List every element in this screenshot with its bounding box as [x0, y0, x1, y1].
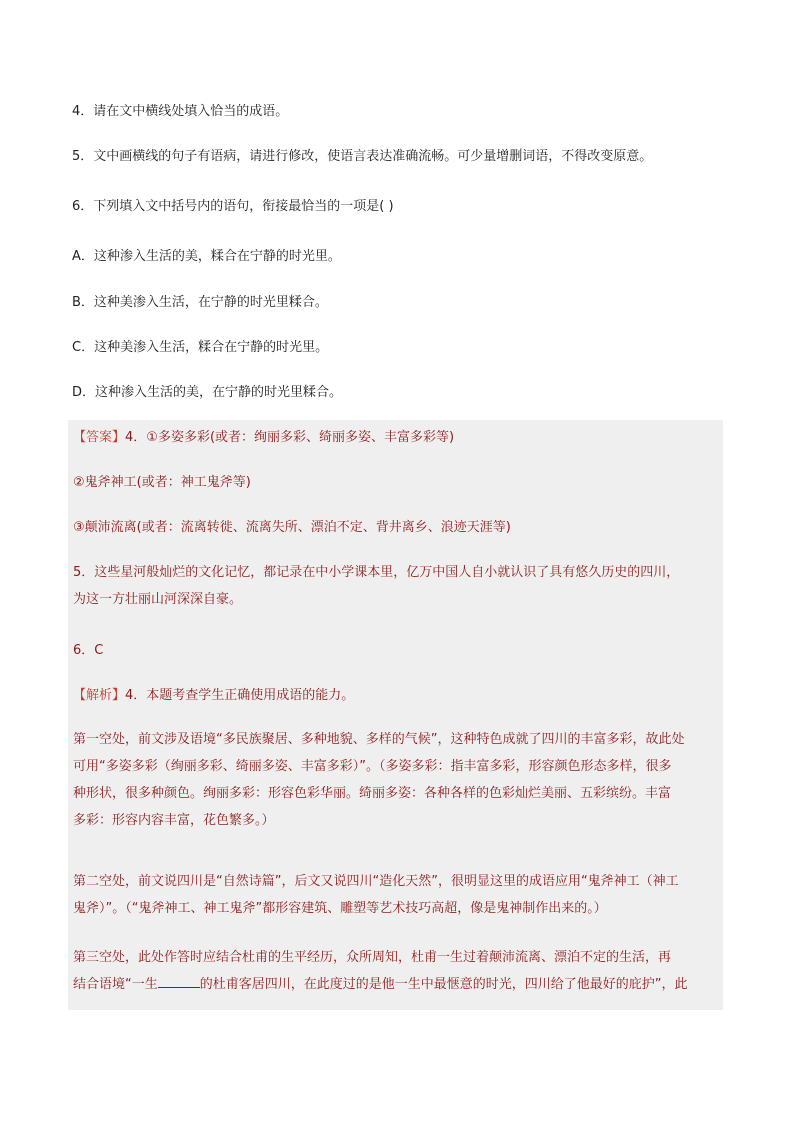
answer-5-line-1: 5．这些星河般灿烂的文化记忆，都记录在中小学课本里，亿万中国人自小就认识了具有悠久历史的四川， [73, 565, 680, 580]
option-d: D．这种渗入生活的美，在宁静的时光里糅合。 [72, 385, 343, 400]
option-c: C．这种美渗入生活，糅合在宁静的时光里。 [72, 340, 329, 355]
analysis-p3-line-1: 第三空处，此处作答时应结合杜甫的生平经历，众所周知，杜甫一生过着颠沛流离、漂泊不定的生活，再 [73, 950, 672, 965]
question-6: 6．下列填入文中括号内的语句，衔接最恰当的一项是( ) [72, 199, 394, 214]
analysis-p1-line: 可用“多姿多彩（绚丽多彩、绮丽多姿、丰富多彩）”。（多姿多彩：指丰富多彩，形容颜色形态多样，很多 [73, 759, 672, 774]
answer-line-3: ③颠沛流离(或者：流离转徙、流离失所、漂泊不定、背井离乡、浪迹天涯等) [73, 520, 511, 535]
analysis-intro-text: 4．本题考查学生正确使用成语的能力。 [125, 688, 355, 703]
analysis-tag: 【解析】 [73, 688, 126, 703]
analysis-paragraph-2 [73, 868, 723, 922]
option-a: A．这种渗入生活的美，糅合在宁静的时光里。 [72, 249, 341, 264]
analysis-p1-line: 多彩：形容内容丰富，花色繁多。） [73, 813, 275, 828]
analysis-paragraph-3 [73, 944, 723, 998]
analysis-p1-line: 种形状，很多种颜色。绚丽多彩：形容色彩华丽。绮丽多姿：各种各样的色彩灿烂美丽、五彩缤纷。丰富 [73, 786, 672, 801]
answer-6: 6．C [73, 643, 104, 658]
analysis-p3-line-2 [73, 971, 723, 998]
analysis-p2-line: 第二空处，前文说四川是“自然诗篇”，后文又说四川“造化天然”，很明显这里的成语应用“鬼斧神工（神工 [73, 874, 679, 889]
answer-tag: 【答案】 [73, 430, 126, 445]
answer-5 [73, 559, 723, 613]
answer-line-2: ②鬼斧神工(或者：神工鬼斧等) [73, 475, 251, 490]
analysis-p1-line: 第一空处，前文涉及语境“多民族聚居、多种地貌、多样的气候”，这种特色成就了四川的丰富多彩，故此处 [73, 732, 685, 747]
question-5: 5．文中画横线的句子有语病，请进行修改，使语言表达准确流畅。可少量增删词语，不得改变原意。 [72, 149, 653, 164]
analysis-p3-pre: 结合语境“一生 [73, 977, 158, 992]
analysis-p3-post: 的杜甫客居四川，在此度过的是他一生中最惬意的时光，四川给了他最好的庇护”，此 [199, 977, 688, 992]
answer-text-4: 4．①多姿多彩(或者：绚丽多彩、绮丽多姿、丰富多彩等) [125, 430, 455, 445]
fill-blank [158, 975, 200, 988]
analysis-paragraph-1 [73, 726, 723, 834]
answer-5-line-2: 为这一方壮丽山河深深自豪。 [73, 592, 243, 607]
analysis-p2-line: 鬼斧）”。（“鬼斧神工、神工鬼斧”都形容建筑、雕塑等艺术技巧高超，像是鬼神制作出来的。） [73, 901, 607, 916]
answer-line-1 [73, 429, 454, 447]
analysis-intro [73, 687, 354, 705]
option-b: B．这种美渗入生活，在宁静的时光里糅合。 [72, 295, 328, 310]
question-4: 4．请在文中横线处填入恰当的成语。 [72, 104, 289, 119]
